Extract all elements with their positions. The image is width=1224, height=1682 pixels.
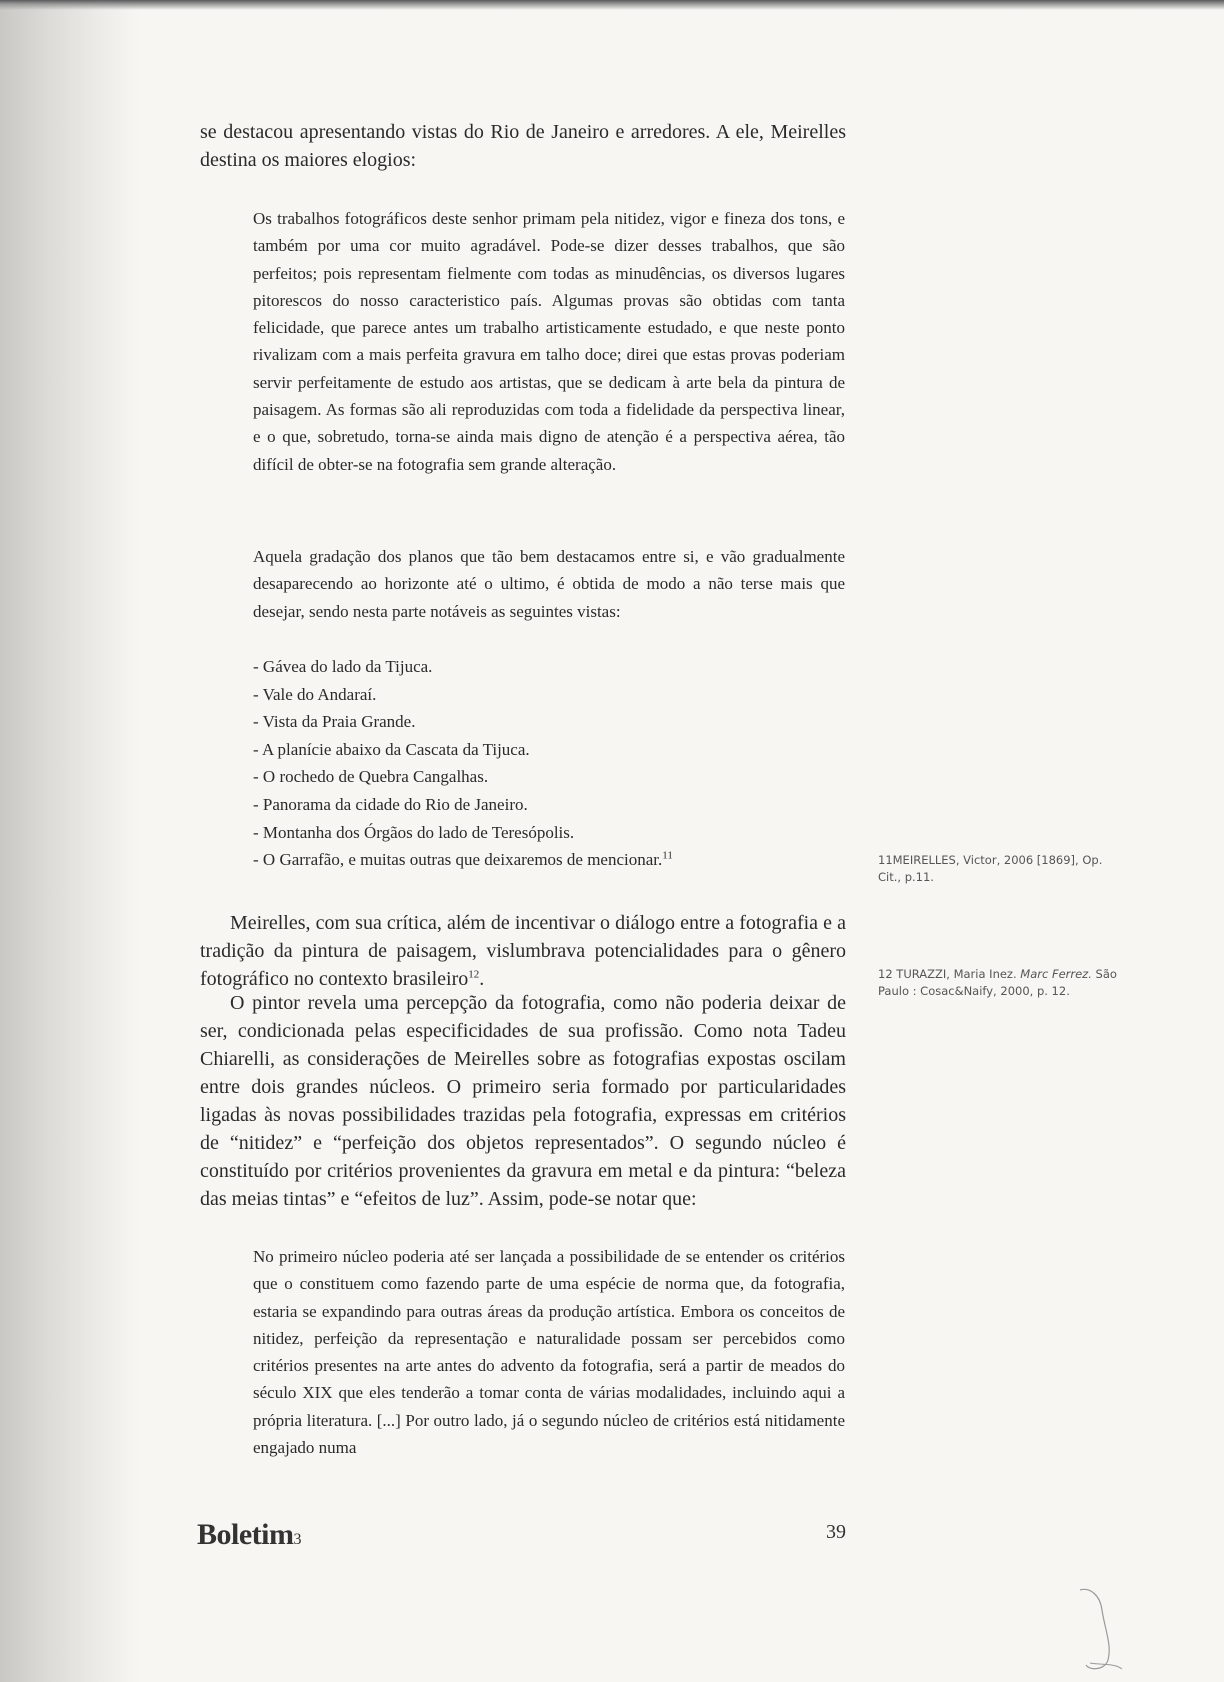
footnote-12-author: 12 TURAZZI, Maria Inez. [878, 967, 1021, 981]
page-number: 39 [826, 1521, 846, 1543]
block-quote-3: No primeiro núcleo poderia até ser lançada a possibilidade de se entender os critérios que o constituem como fazendo parte de uma espécie de norma que, da fotografia, estaria se expandindo para outras áreas da produção artística. Embora os conceitos de nitidez, perfeição da representação e naturalidade possam ser percebidos como critérios presentes na arte antes do advento da fotografia, será a partir de meados do século XIX que eles tenderão a tomar conta de várias modalidades, incluindo aqui a própria literatura. [...] Por outro lado, já o segundo núcleo de critérios está nitidamente engajado numa [253, 1247, 845, 1458]
list-item: - Montanha dos Órgãos do lado de Teresópolis. [253, 822, 575, 842]
block-quote-1: Os trabalhos fotográficos deste senhor primam pela nitidez, vigor e fineza dos tons, e também por uma cor muito agradável. Pode-se dizer desses trabalhos, que são perfeitos; pois representam fielmente com todas as minudências, os diversos lugares pitorescos do nosso caracteristico país. Algumas provas são obtidas com tanta felicidade, que parece antes um trabalho artisticamente estudado, e que neste ponto rivalizam com a mais perfeita gravura em talho doce; direi que estas provas poderiam servir perfeitamente de estudo aos artistas, que se dedicam à arte bela da pintura de paisagem. As formas são ali reproduzidas com toda a fidelidade da perspectiva linear, e o que, sobretudo, torna-se ainda mais digno de atenção é a perspectiva aérea, tão difícil de obter-se na fotografia sem grande alteração. [253, 209, 845, 474]
list-item: - Gávea do lado da Tijuca. [253, 657, 433, 676]
body-paragraph-1-end: . [479, 968, 485, 990]
footnote-12-title: Marc Ferrez. [1020, 967, 1092, 981]
footnote-12 [878, 966, 1123, 1000]
body-paragraph-2: O pintor revela uma percepção da fotografia, como não poderia deixar de ser, condicionada pelas especificidades de sua profissão. Como nota Tadeu Chiarelli, as considerações de Meirelles sobre as fotografias expostas oscilam entre dois grandes núcleos. O primeiro seria formado por particularidades ligadas às novas possibilidades trazidas pela fotografia, expressas em critérios de “nitidez” e “perfeição dos objetos representados”. O segundo núcleo é constituído por critérios provenientes da gravura em metal e da pintura: “beleza das meias tintas” e “efeitos de luz”. Assim, pode-se notar que: [200, 992, 846, 1210]
brand-name: Boletim [197, 1518, 294, 1551]
views-list [253, 653, 853, 874]
list-item: - Panorama da cidade do Rio de Janeiro. [253, 794, 528, 814]
brand-issue: 3 [293, 1531, 301, 1548]
list-item [253, 846, 853, 874]
footnote-11: 11MEIRELLES, Victor, 2006 [1869], Op. Cit., p.11. [878, 853, 1103, 884]
body-paragraph-1-text: Meirelles, com sua crítica, além de incentivar o diálogo entre a fotografia e a tradição da pintura de paisagem, vislumbrava potencialidades para o gênero fotográfico no contexto brasileiro [200, 912, 846, 990]
footer-brand-logo [197, 1518, 301, 1552]
body-paragraph-1 [200, 909, 846, 993]
page-top-edge [0, 0, 1224, 10]
block-quote-2: Aquela gradação dos planos que tão bem destacamos entre si, e vão gradualmente desaparecendo ao horizonte até o ultimo, é obtida de modo a não terse mais que desejar, sendo nesta parte notáveis as seguintes vistas: [253, 547, 845, 621]
list-item: - O rochedo de Quebra Cangalhas. [253, 767, 489, 787]
footnote-ref-12: 12 [468, 968, 480, 981]
binding-shadow [0, 0, 140, 1682]
footnote-ref-11: 11 [662, 849, 673, 862]
pencil-mark-icon [1060, 1585, 1140, 1675]
list-item: - Vale do Andaraí. [253, 684, 377, 704]
intro-paragraph: se destacou apresentando vistas do Rio de Janeiro e arredores. A ele, Meirelles destina os maiores elogios: [200, 121, 846, 171]
list-item: - Vista da Praia Grande. [253, 712, 416, 732]
list-item: - A planície abaixo da Cascata da Tijuca. [253, 739, 530, 759]
footnote-12-publisher: São Paulo : Cosac&Naify, 2000, p. 12. [878, 967, 1117, 998]
list-item-text: - O Garrafão, e muitas outras que deixaremos de mencionar. [253, 850, 663, 870]
